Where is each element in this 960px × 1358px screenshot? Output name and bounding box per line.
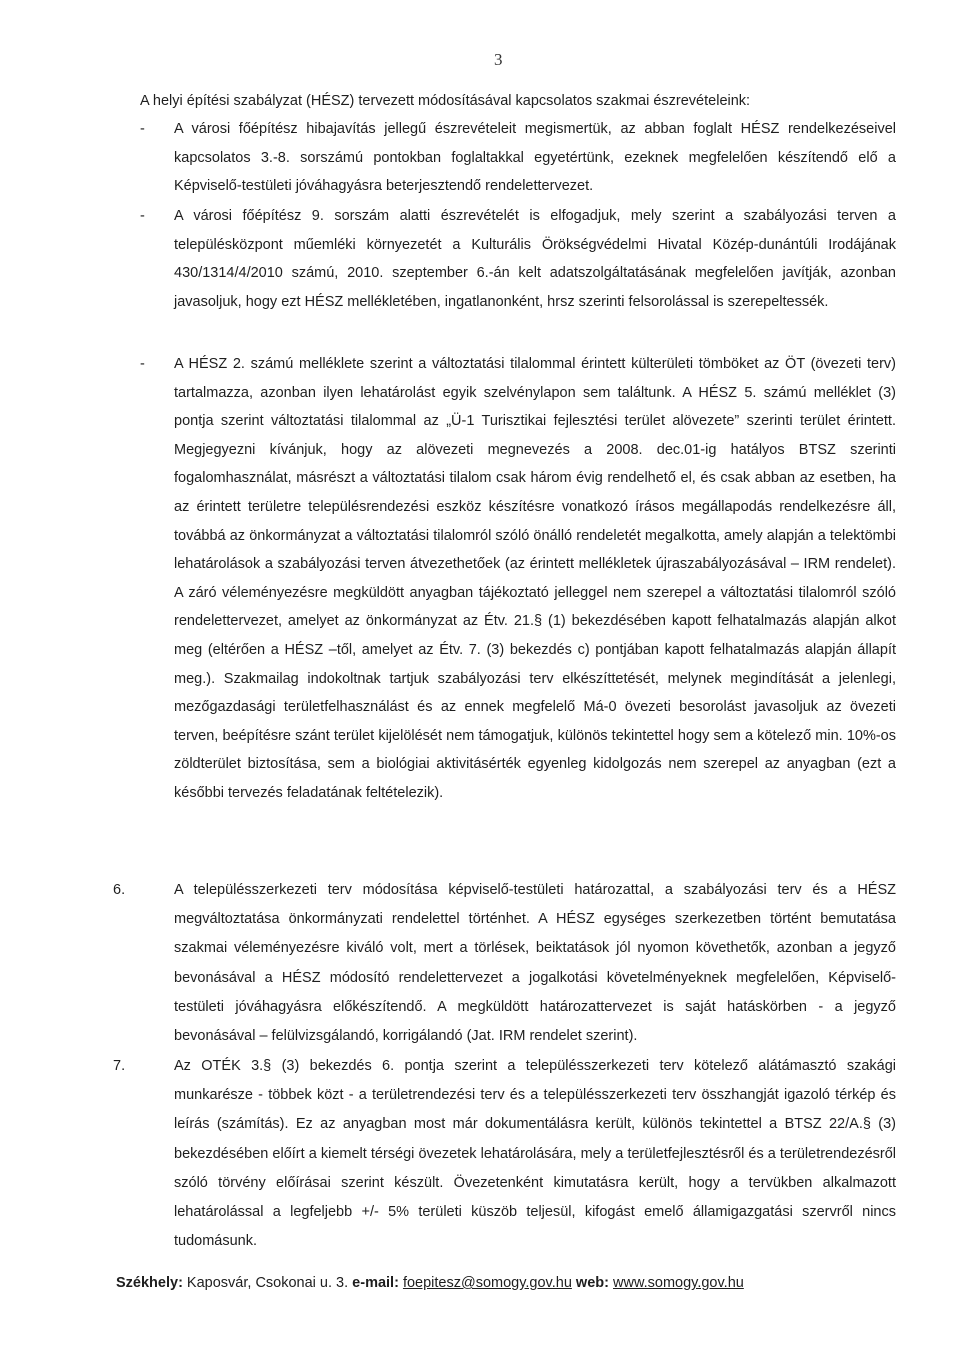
bullet-dash: - xyxy=(140,356,145,372)
footer-web-link[interactable]: www.somogy.gov.hu xyxy=(613,1275,744,1291)
footer-address: Kaposvár, Csokonai u. 3. xyxy=(182,1275,353,1291)
numbered-paragraph: A településszerkezeti terv módosítása képviselő-testületi határozattal, a szabályozási terv és a HÉSZ megváltoztatása önkormányzati rendelettel történhet. A HÉSZ egységes szerkezetben történt bemutatása szakmai véleményezésre kiváló volt, mert a törlések, beiktatások jól nyomon követhetők, azonban a jegyző bevonásával a HÉSZ módosító rendelettervezet a jogalkotási követelményeknek megfelelően, Képviselő-testületi jóváhagyásra előkészítendő. A megküldött határozattervezet is saját hatáskörben - a jegyző bevonásával – felülvizsgálandó, korrigálandó (Jat. IRM rendelet szerint). xyxy=(174,882,896,1045)
footer-contact xyxy=(116,1273,916,1293)
item-number: 7. xyxy=(113,1058,126,1074)
bullet-paragraph: A HÉSZ 2. számú melléklete szerint a változtatási tilalommal érintett külterületi tömböket az ÖT (övezeti terv) tartalmazza, azonban ilyen lehatárolást egyik szelvénylapon sem találtunk. A HÉSZ 5. számú melléklet (3) pontja szerint változtatási tilalommal az „Ü-1 Turisztikai fejlesztési terület alövezete” szerinti terület érintett. Megjegyezni kívánjuk, hogy az alövezeti megnevezés a 2008. dec.01-ig hatályos BTSZ szerinti fogalomhasználat, másrészt a változtatási tilalom csak három évig rendelhető el, és csak abban az esetben, ha az érintett területre településrendezési eszköz készítésre vonatkozó írásos megállapodás rendelkezésre áll, továbbá az önkormányzat a változtatási tilalomról szóló önálló rendeletét megalkotta, amely alapján a telektömbi lehatárolások a szabályozási terven átvezethetőek (az érintett mellékletek újraszabályozásával – IRM rendelet). A záró véleményezésre megküldött anyagban tájékoztató jelleggel nem szerepel a változtatási tilalomról szóló rendelettervezet, amelyet az önkormányzat az Étv. 21.§ (1) bekezdésében kapott felhatalmazás alapján alkot meg (eltérően a HÉSZ –től, amelyet az Étv. 7. (3) bekezdés c) pontjában kapott felhatalmazás alapján állapít meg.). Szakmailag indokoltnak tartjuk szabályozási terv elkészíttetését, melynek megindítását a jelenlegi, mezőgazdasági területfelhasználást és az ennek megfelelő Má-0 övezeti besorolást javasoljuk az övezeti terven, beépítésre szánt terület kijelölését nem támogatjuk, különös tekintettel hogy sem a kötelező min. 10%-os zöldterület biztosítása, sem a biológiai aktivitásérték egyenleg kidolgozás nem szerepel az anyagban (ezt a későbbi tervezés feladatának feltételezik). xyxy=(174,356,896,801)
intro-heading: A helyi építési szabályzat (HÉSZ) tervezett módosításával kapcsolatos szakmai észrevételeink: xyxy=(140,93,751,109)
page-number: 3 xyxy=(494,50,503,69)
footer-email-label: e-mail: xyxy=(352,1275,399,1291)
bullet-paragraph: A városi főépítész hibajavítás jellegű észrevételeit megismertük, az abban foglalt HÉSZ rendelkezéseivel kapcsolatos 3.-8. sorszámú pontokban foglaltakkal egyetértünk, ezeknek megfelelően készítendő elő a Képviselő-testületi jóváhagyásra beterjesztendő rendelettervezet. xyxy=(174,121,896,195)
item-number: 6. xyxy=(113,882,126,898)
footer-email-link[interactable]: foepitesz@somogy.gov.hu xyxy=(402,1275,572,1291)
footer-web-label: web: xyxy=(571,1275,609,1291)
bullet-dash: - xyxy=(140,208,145,224)
bullet-dash: - xyxy=(140,121,145,137)
footer-seat-label: Székhely: xyxy=(116,1275,183,1291)
bullet-paragraph: A városi főépítész 9. sorszám alatti észrevételét is elfogadjuk, mely szerint a szabályozási terven a településközpont műemléki környezetét a Kulturális Örökségvédelmi Hivatal Közép-dunántúli Irodájának 430/1314/4/2010 számú, 2010. szeptember 6.-án kelt adatszolgáltatásának megfelelően javítják, azonban javasoljuk, hogy ezt HÉSZ mellékletében, ingatlanonként, hrsz szerinti felsorolással is szerepeltessék. xyxy=(174,208,896,310)
numbered-paragraph: Az OTÉK 3.§ (3) bekezdés 6. pontja szerint a településszerkezeti terv kötelező alátámasztó szakági munkarésze - többek közt - a területrendezési terv és a településszerkezeti terv összhangját igazoló térkép és leírás (számítás). Ez az anyagban most már dokumentálásra került, különös tekintettel a BTSZ 22/A.§ (3) bekezdésében előírt a kiemelt térségi övezetek lehatárolására, mely a területfejlesztésről és a területrendezésről szóló törvény előírásai szerint készült. Övezetenként kimutatásra került, hogy a tervükben alkalmazott lehatárolással a legfeljebb +/- 5% területi küszöb teljesül, kifogást emelő államigazgatási szervről nincs tudomásunk. xyxy=(174,1058,896,1250)
